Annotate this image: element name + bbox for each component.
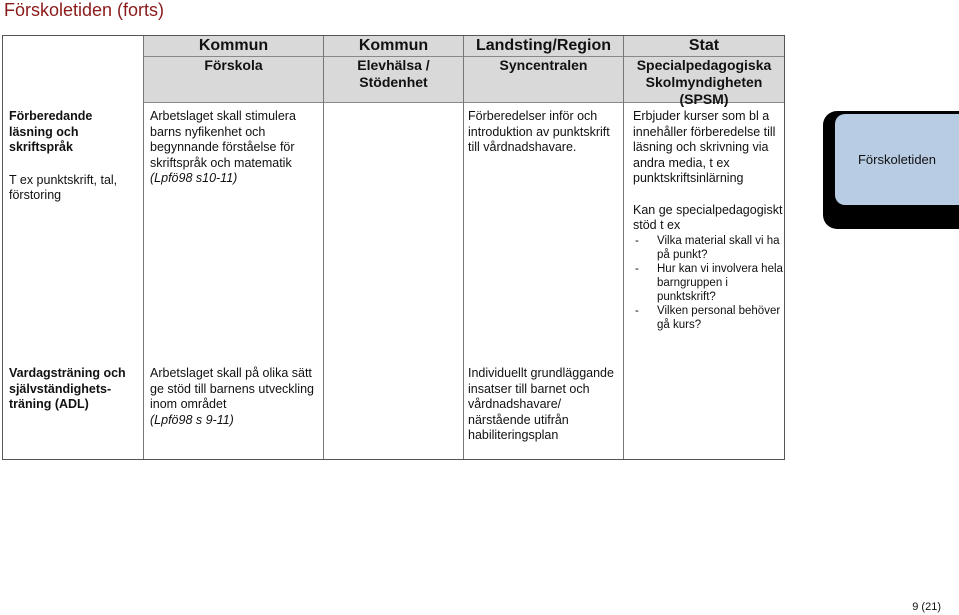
cell-forskola-adl <box>150 366 318 428</box>
cell-forskola-reading <box>150 109 318 187</box>
list-item: - Hur kan vi involvera hela barngruppen i punktskrift? <box>633 262 783 304</box>
header-kommun-2: Kommun <box>358 37 429 54</box>
header-elevhalsa: Elevhälsa / Stödenhet <box>357 57 430 90</box>
list-item: - Vilka material skall vi ha på punkt? <box>633 234 783 262</box>
header-landsting: Landsting/Region <box>475 37 612 54</box>
row-label-reading <box>9 109 139 204</box>
column-divider <box>143 36 144 459</box>
cell-text-2: Kan ge specialpedagogiskt stöd t ex <box>633 202 783 232</box>
row-label-title: Förberedande läsning och skriftspråk <box>9 109 93 154</box>
question-list <box>633 234 783 332</box>
column-divider <box>323 36 324 459</box>
row-label-adl <box>9 366 139 413</box>
column-divider <box>463 36 464 459</box>
row-label-title: Vardagsträning och självständighets-träning (ADL) <box>9 366 126 411</box>
cell-reference: (Lpfö98 s 9-11) <box>150 412 234 427</box>
responsibility-table <box>2 35 785 460</box>
page-number: 9 (21) <box>912 601 941 613</box>
side-tab[interactable] <box>823 111 959 229</box>
cell-reference: (Lpfö98 s10-11) <box>150 171 238 185</box>
header-forskola: Förskola <box>204 57 263 73</box>
cell-syncentralen-adl: Individuellt grundläggande insatser till barnet och vårdnadshavare/ närstående utifrån habiliteringsplan <box>468 366 614 442</box>
page-title: Förskoletiden (forts) <box>4 0 165 20</box>
cell-text: Arbetslaget skall stimulera barns nyfikenhet och begynnande förståelse för skriftspråk och matematik <box>150 109 296 170</box>
side-tab-label: Förskoletiden <box>835 114 959 205</box>
cell-syncentralen-reading: Förberedelser inför och introduktion av punktskrift till vårdnadshavare. <box>468 109 610 154</box>
cell-text: Erbjuder kurser som bl a innehåller förberedelse till läsning och skrivning via andra media, t ex punktskriftsinlärning <box>633 109 776 185</box>
list-item: - Vilken personal behöver gå kurs? <box>633 304 783 332</box>
cell-text: Arbetslaget skall på olika sätt ge stöd till barnens utveckling inom området <box>150 366 314 411</box>
header-stat: Stat <box>688 37 720 54</box>
row-label-sub: T ex punktskrift, tal, förstoring <box>9 172 118 202</box>
header-spsm: Specialpedagogiska Skolmyndigheten (SPSM) <box>636 57 772 107</box>
header-syncentralen: Syncentralen <box>499 57 588 73</box>
cell-spsm-reading <box>633 109 783 332</box>
header-kommun-1: Kommun <box>198 37 269 54</box>
